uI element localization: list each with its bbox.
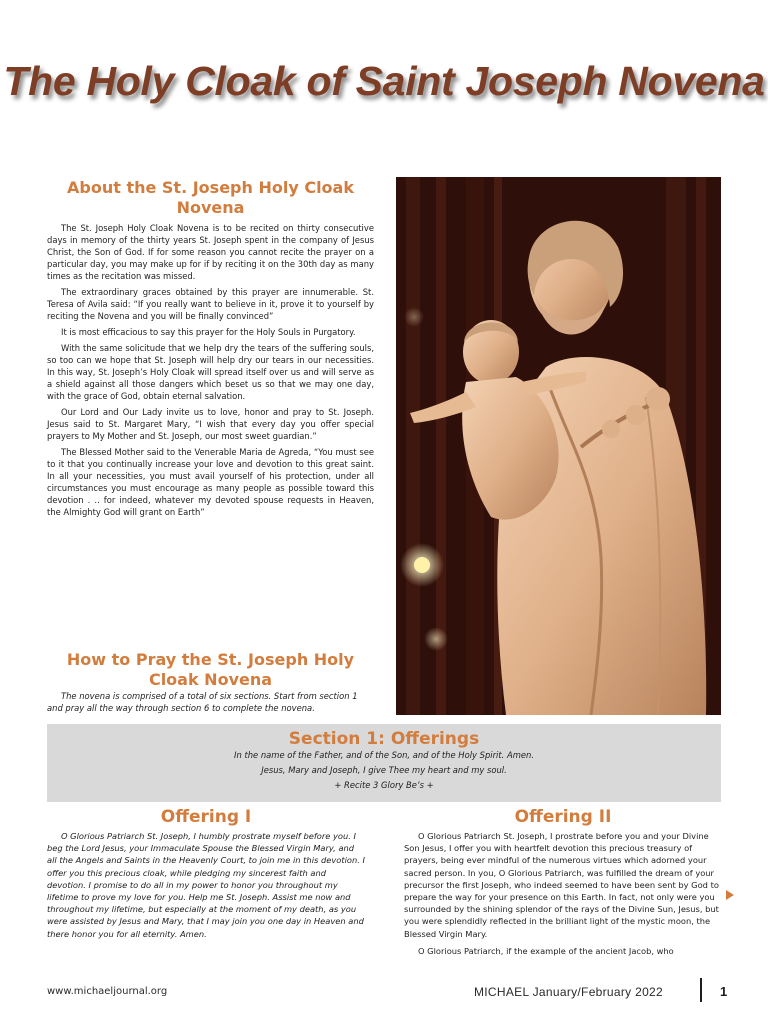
page-title: The Holy Cloak of Saint Joseph Novena [3,58,765,104]
about-paragraph: With the same solicitude that we help dry the tears of the suffering souls, so too can we hope that St. Joseph will help dry our tears in our necessities. In this way, St. Joseph’s Holy Cloak will spread itself over us and will serve as a shield against all those dangers which beset us so that we may one day, with the grace of God, obtain eternal salvation. [47,343,374,401]
section-1-offerings [47,724,721,802]
about-body [47,222,374,522]
section-1-line: + Recite 3 Glory Be’s + [334,780,434,790]
footer-issue: MICHAEL January/February 2022 [474,985,664,999]
section-1-line: In the name of the Father, and of the Son, and of the Holy Spirit. Amen. [234,750,534,760]
section-1-line: Jesus, Mary and Joseph, I give Thee my heart and my soul. [261,765,507,775]
saint-joseph-statue-photo [396,177,721,715]
continue-arrow-icon [726,890,734,900]
footer-url: www.michaeljournal.org [47,986,168,997]
about-paragraph: The extraordinary graces obtained by this prayer are innumerable. St. Teresa of Avila said: “If you really want to believe in it, prove it to yourself by reciting the Novena and you will be finally convinced” [47,287,374,321]
howto-heading [47,650,374,690]
howto-heading-text: How to Pray the St. Joseph Holy Cloak Novena [66,650,355,689]
footer-divider [700,978,702,1002]
page-number: 1 [720,984,728,999]
offering-2 [404,806,722,962]
offering-1 [47,806,365,945]
offering-2-paragraph: O Glorious Patriarch, if the example of the ancient Jacob, who [418,945,674,956]
howto-intro: The novena is comprised of a total of six sections. Start from section 1 and pray all the way through section 6 to complete the novena. [47,691,358,713]
offering-1-heading: Offering I [160,807,252,827]
about-paragraph: It is most efficacious to say this prayer for the Holy Souls in Purgatory. [61,327,356,337]
offering-1-text: O Glorious Patriarch St. Joseph, I humbly prostrate myself before you. I beg the Lord Jesus, your Immaculate Spouse the Blessed Virgin Mary, and all the Angels and Saints in the Heavenly Court, to join me in this devotion. I offer you this precious cloak, while pledging my sincerest faith and devotion. I promise to do all in my power to honor you throughout my lifetime to prove my love for you. Help me St. Joseph. Assist me now and throughout my lifetime, but especially at the moment of my death, as you were assisted by Jesus and Mary, that I may join you one day in Heaven and there honor you for all eternity. Amen. [47,831,365,939]
offering-2-heading: Offering II [514,807,612,827]
about-heading [47,178,374,218]
about-paragraph: The St. Joseph Holy Cloak Novena is to be recited on thirty consecutive days in memory of the thirty years St. Joseph spent in the company of Jesus Christ, the Son of God. If for some reason you cannot recite the prayer on a particular day, you may make up for if by reciting it on the 30th day as many times as the recitation was missed. [47,223,374,281]
about-paragraph: The Blessed Mother said to the Venerable Maria de Agreda, “You must see to it that you continually increase your love and devotion to this great saint. In all your necessities, you must avail yourself of his protection, under all circumstances you must encourage as many people as possible toward this devotion . .. for indeed, whatever my devoted spouse requests in Heaven, the Almighty God will grant on Earth” [47,447,374,517]
about-paragraph: Our Lord and Our Lady invite us to love, honor and pray to St. Joseph. Jesus said to St. Margaret Mary, “I wish that every day you offer special prayers to My Mother and St. Joseph, our most sweet guardian.” [47,407,374,441]
section-1-heading: Section 1: Offerings [288,729,480,749]
wooden-statue-icon [396,177,721,715]
about-heading-text: About the St. Joseph Holy Cloak Novena [67,178,354,217]
offering-2-paragraph: O Glorious Patriarch St. Joseph, I prostrate before you and your Divine Son Jesus, I offer you with heartfelt devotion this precious treasury of prayers, being ever mindful of the numerous virtues which adorned your sacred person. In you, O Glorious Patriarch, was fulfilled the dream of your precursor the first Joseph, who indeed seemed to have been sent by God to prepare the way for your presence on this Earth. In fact, not only were you surrounded by the shining splendor of the rays of the Divine Sun, Jesus, but you were splendidly reflected in the brilliant light of the mystic moon, the Blessed Virgin Mary. [404,831,719,939]
